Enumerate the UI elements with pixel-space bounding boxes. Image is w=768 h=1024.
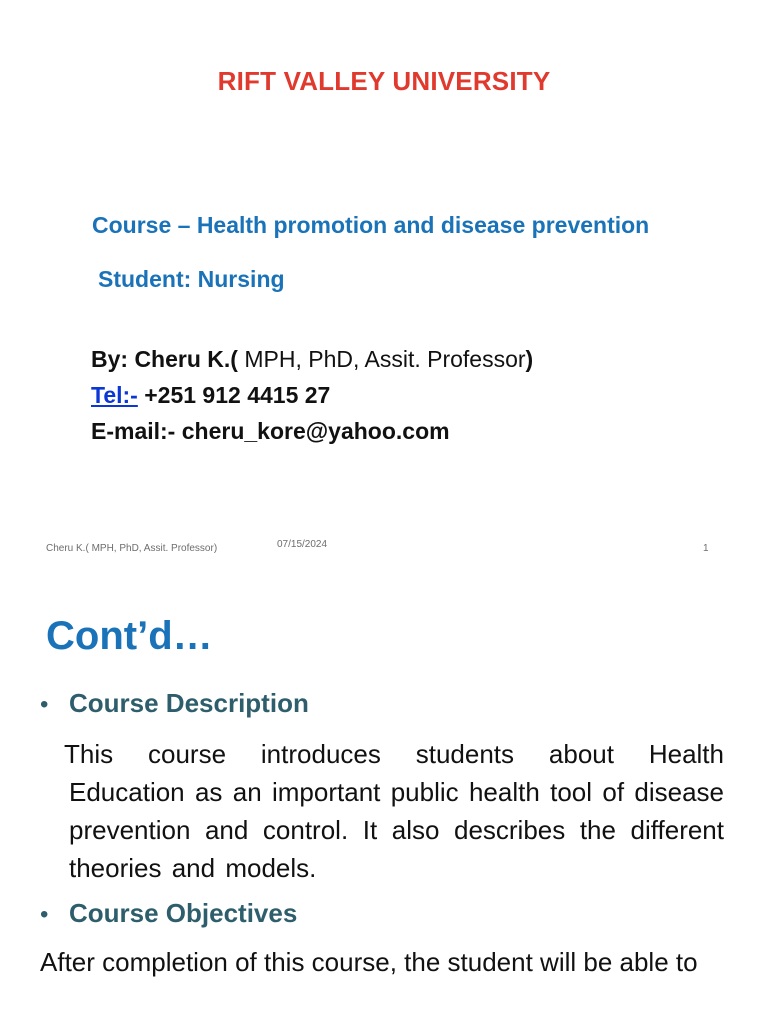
footer-author: Cheru K.( MPH, PhD, Assit. Professor) (46, 543, 218, 554)
footer-date: 07/15/2024 (277, 539, 328, 550)
bullet-course-objectives (40, 898, 297, 929)
author-name: By: Cheru K.( (91, 346, 238, 372)
course-objectives-text: After completion of this course, the student will be able to (40, 947, 698, 977)
slide-heading: Cont’d… (46, 614, 213, 658)
bullet-course-description (40, 688, 309, 719)
university-title: RIFT VALLEY UNIVERSITY (217, 66, 551, 96)
course-description-text: This course introduces students about Health Education as an important public health tool of disease prevention and control. It also describes the different theories and models. (64, 739, 724, 883)
content-slide (0, 572, 768, 1024)
page-number: 1 (703, 543, 709, 554)
phone-line (91, 382, 330, 409)
bullet-title: Course Objectives (69, 898, 298, 928)
author-suffix: ) (525, 346, 534, 372)
bullet-title: Course Description (69, 688, 309, 718)
phone-number: +251 912 4415 27 (137, 382, 331, 408)
student-line: Student: Nursing (98, 266, 285, 292)
author-credentials: MPH, PhD, Assit. Professor (237, 346, 526, 372)
author-line (91, 346, 533, 373)
tel-link[interactable]: Tel:- (91, 382, 138, 408)
email-line: E-mail:- cheru_kore@yahoo.com (91, 418, 450, 444)
bullet-icon: • (40, 901, 49, 928)
bullet-icon: • (40, 691, 49, 718)
course-title: Course – Health promotion and disease prevention (92, 212, 650, 238)
